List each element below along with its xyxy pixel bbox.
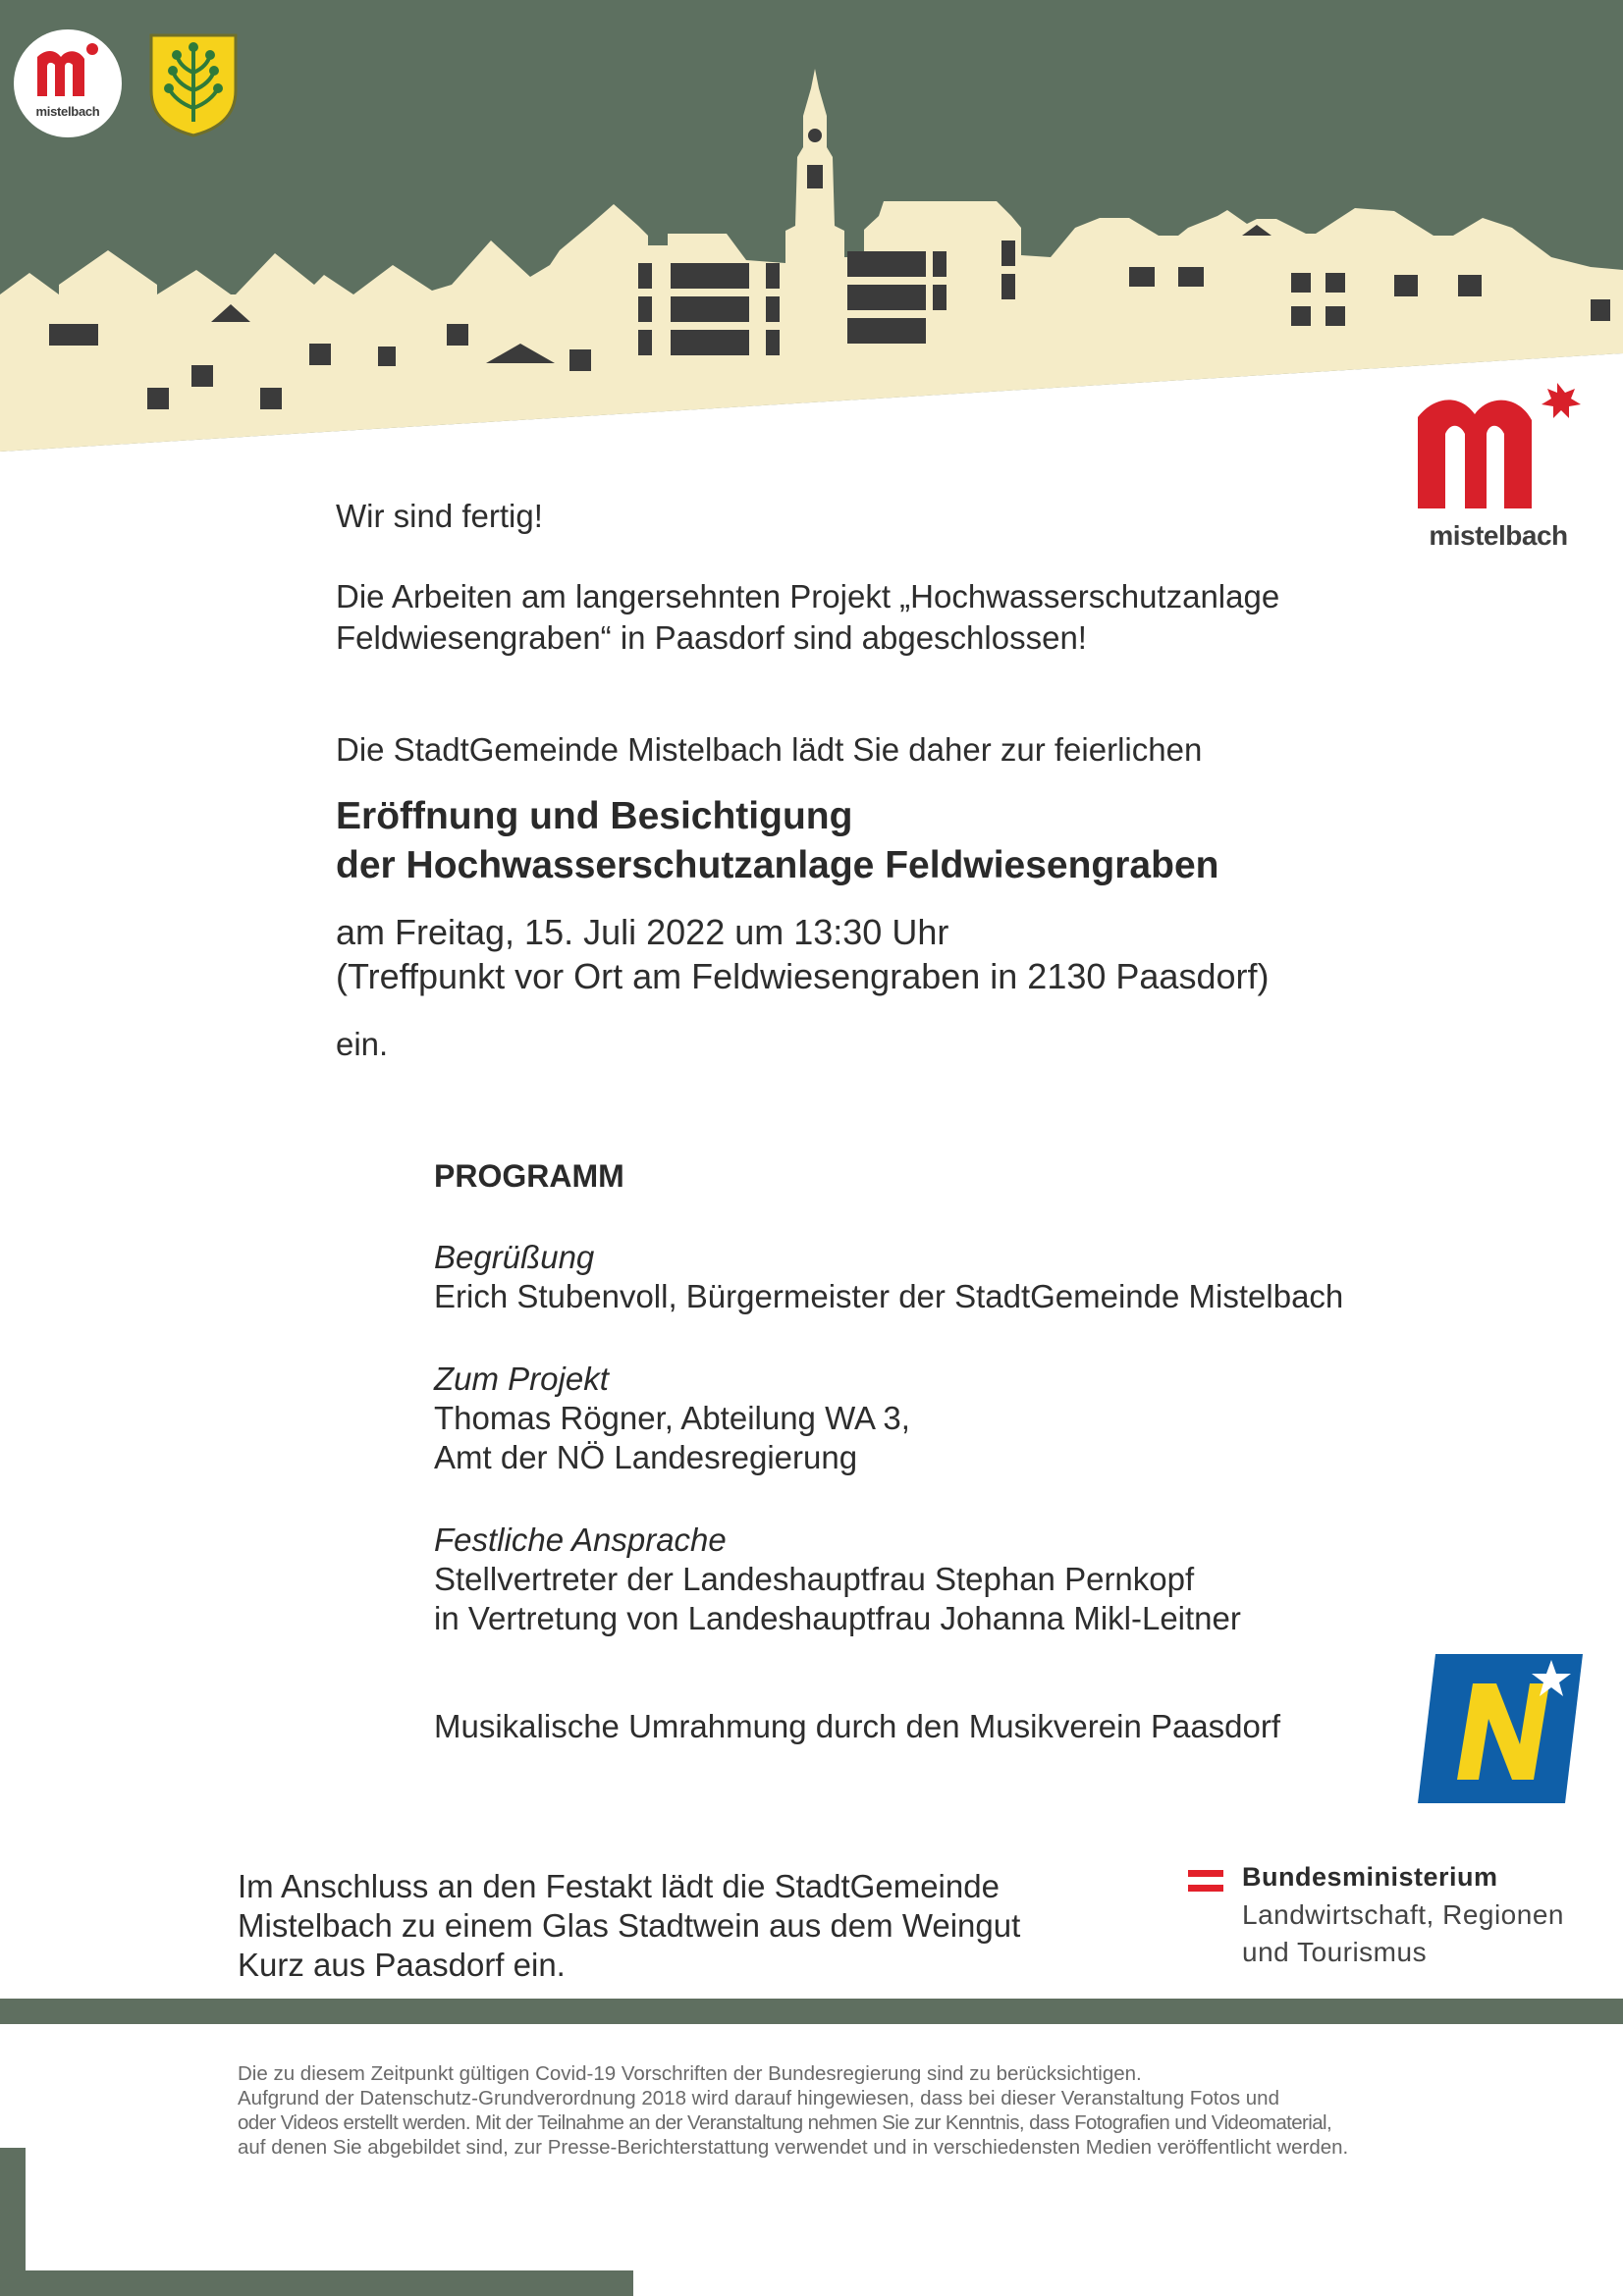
music-text: Musikalische Umrahmung durch den Musikverein Paasdorf (434, 1708, 1281, 1744)
mistelbach-round-logo (14, 29, 122, 137)
footer-notes (238, 2061, 1416, 2160)
corner-frame-horizontal (0, 2270, 633, 2296)
program-item-desc: Stellvertreter der Landeshauptfrau Stephan Pernkopf in Vertretung von Landeshauptfrau Johanna Mikl-Leitner (434, 1561, 1241, 1636)
program-item (434, 1521, 1367, 1638)
intro-text: Wir sind fertig! (336, 498, 543, 534)
skyline-illustration (0, 0, 1623, 452)
footer-line: Aufgrund der Datenschutz-Grundverordnung 2018 wird darauf hingewiesen, dass bei dieser Veranstaltung Fotos und (238, 2087, 1279, 2109)
program-item (434, 1238, 1367, 1316)
mistelbach-m-icon (35, 41, 100, 100)
round-logo-text: mistelbach (35, 104, 100, 119)
program-item-desc: Erich Stubenvoll, Bürgermeister der StadtGemeinde Mistelbach (434, 1278, 1344, 1314)
project-text: Die Arbeiten am langersehnten Projekt „Hochwasserschutzanlage Feldwiesengraben“ in Paasdorf sind abgeschlossen! (336, 578, 1280, 656)
invite-line: Die StadtGemeinde Mistelbach lädt Sie daher zur feierlichen (336, 731, 1203, 768)
coat-of-arms-icon (147, 31, 240, 137)
ministry-line-1: Bundesministerium (1242, 1862, 1498, 1892)
program-item-desc: Thomas Rögner, Abteilung WA 3, Amt der NÖ Landesregierung (434, 1400, 910, 1475)
brand-logo-text: mistelbach (1429, 520, 1568, 551)
header-banner (0, 0, 1623, 452)
austria-flag-icon (1188, 1870, 1223, 1892)
footer-divider (0, 1999, 1623, 2024)
mistelbach-m-logo-icon (1410, 373, 1587, 520)
program-item-title: Festliche Ansprache (434, 1522, 727, 1558)
program-item (434, 1360, 1367, 1477)
closing-text: Im Anschluss an den Festakt lädt die StadtGemeinde Mistelbach zu einem Glas Stadtwein aus dem Weingut Kurz aus Paasdorf ein. (238, 1868, 1021, 1983)
niederoesterreich-logo-icon (1418, 1654, 1583, 1803)
program-item-title: Zum Projekt (434, 1361, 609, 1397)
program-title: PROGRAMM (434, 1158, 624, 1194)
program-section (434, 1158, 1367, 1638)
headline-line-2: der Hochwasserschutzanlage Feldwiesengraben (336, 844, 1219, 886)
footer-line: Die zu diesem Zeitpunkt gültigen Covid-19 Vorschriften der Bundesregierung sind zu berücksichtigen. (238, 2062, 1142, 2085)
ministry-line-2: Landwirtschaft, Regionen (1242, 1899, 1564, 1930)
headline-line-1: Eröffnung und Besichtigung (336, 795, 853, 837)
event-date: am Freitag, 15. Juli 2022 um 13:30 Uhr (Treffpunkt vor Ort am Feldwiesengraben in 2130 Paasdorf) (336, 912, 1270, 996)
ein-text: ein. (336, 1026, 389, 1062)
mistelbach-brand-logo (1410, 373, 1587, 550)
invitation-body (336, 496, 1396, 1065)
program-item-title: Begrüßung (434, 1239, 595, 1275)
ministry-line-3: und Tourismus (1242, 1937, 1428, 1967)
footer-line: auf denen Sie abgebildet sind, zur Presse-Berichterstattung verwendet und in verschiedensten Medien veröffentlicht werden. (238, 2136, 1349, 2159)
footer-line: oder Videos erstellt werden. Mit der Teilnahme an der Veranstaltung nehmen Sie zur Kenntnis, dass Fotografien und Videomaterial, (238, 2111, 1332, 2134)
